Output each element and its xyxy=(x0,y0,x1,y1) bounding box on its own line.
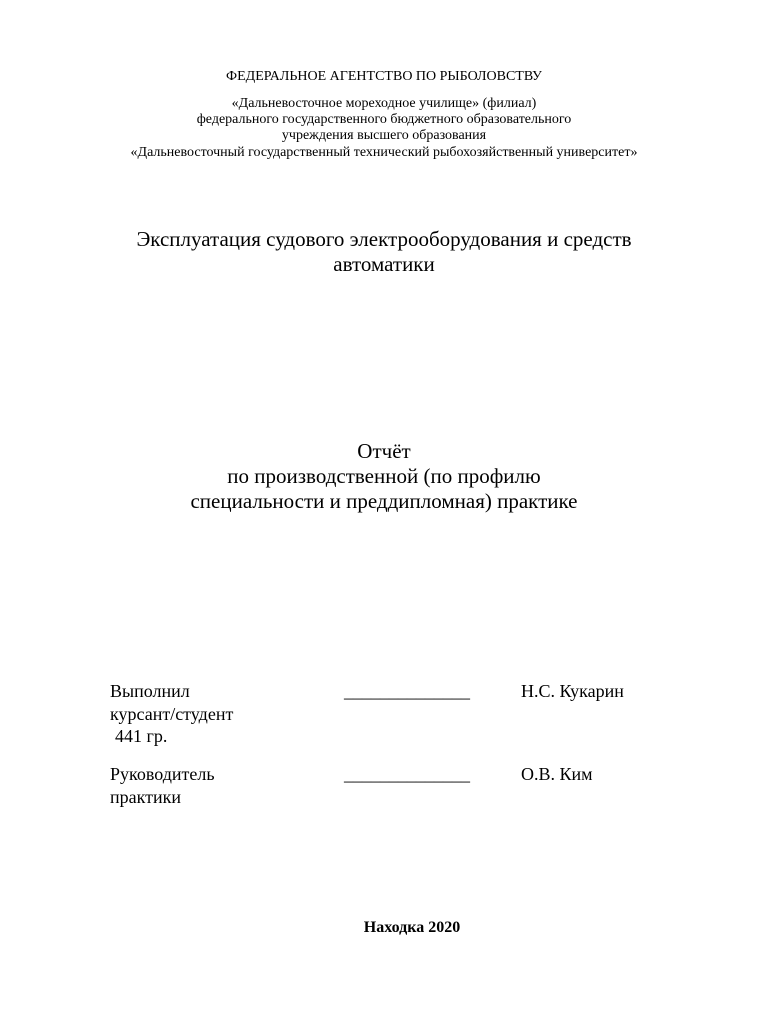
discipline-line-2: автоматики xyxy=(333,252,435,276)
place-and-year: Находка 2020 xyxy=(363,919,461,936)
supervisor-signature-blank: ______________ xyxy=(344,764,470,784)
school-line-2: федерального государственного бюджетного образовательного xyxy=(196,112,572,127)
report-line-2: по производственной (по профилю xyxy=(227,464,541,488)
student-group: 441 гр. xyxy=(115,726,168,746)
supervisor-role-line-2: практики xyxy=(110,787,182,807)
school-line-1: «Дальневосточное мореходное училище» (филиал) xyxy=(231,96,537,111)
supervisor-role-line-1: Руководитель xyxy=(110,764,215,784)
discipline-line-1: Эксплуатация судового электрооборудования и средств xyxy=(136,227,632,251)
school-line-4: «Дальневосточный государственный технический рыбохозяйственный университет» xyxy=(130,145,638,160)
report-line-3: специальности и преддипломная) практике xyxy=(190,489,578,513)
supervisor-name: О.В. Ким xyxy=(521,764,593,784)
school-line-3: учреждения высшего образования xyxy=(281,128,487,143)
student-name: Н.С. Кукарин xyxy=(521,681,624,701)
agency-title: ФЕДЕРАЛЬНОЕ АГЕНТСТВО ПО РЫБОЛОВСТВУ xyxy=(226,69,542,84)
student-signature-blank: ______________ xyxy=(344,681,470,701)
report-line-1: Отчёт xyxy=(357,439,411,463)
student-role-line-1: Выполнил xyxy=(110,681,190,701)
student-role-line-2: курсант/студент xyxy=(110,704,234,724)
